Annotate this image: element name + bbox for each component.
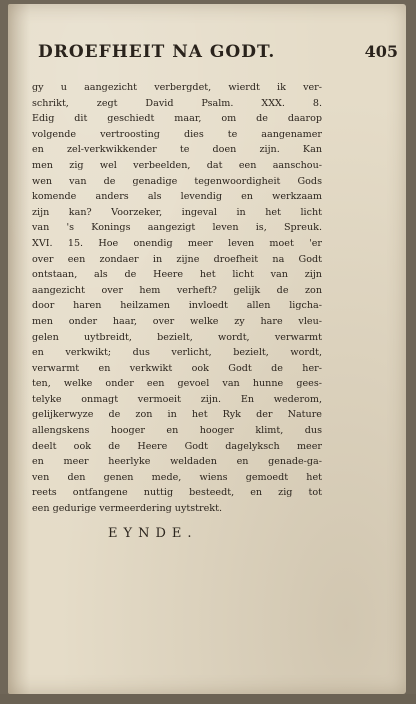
text-line: reets ontfangene nuttig besteedt, en zig tot	[32, 487, 322, 499]
text-line: men onder haar, over welke zy hare vleu-	[32, 315, 322, 327]
text-line: door haren heilzamen invloedt allen ligcha-	[32, 300, 322, 312]
text-line: gelijkerwyze de zon in het Ryk der Nature	[32, 409, 322, 421]
text-line: XVI. 15. Hoe onendig meer leven moet 'er	[32, 237, 322, 249]
text-line: telyke onmagt vermoeit zijn. En wederom,	[32, 393, 322, 405]
text-line: men zig wel verbeelden, dat een aanschou-	[32, 159, 322, 171]
text-line: gy u aangezicht verbergdet, wierdt ik ver-	[32, 82, 322, 93]
text-line: komende anders als levendig en werkzaam	[32, 191, 322, 203]
page-gutter-shadow	[8, 4, 30, 694]
text-line: en meer heerlyke weldaden en genade-ga-	[32, 456, 322, 468]
colophon-end-mark: EYNDE.	[108, 526, 198, 541]
page-header	[38, 42, 398, 62]
text-line: Edig dit geschiedt maar, om de daarop	[32, 113, 322, 125]
background-surface	[0, 694, 416, 704]
text-line: allengskens hooger en hooger klimt, dus	[32, 425, 322, 437]
text-line: zijn kan? Voorzeker, ingeval in het licht	[32, 206, 322, 218]
text-line: en verkwikt; dus verlicht, bezielt, wordt,	[32, 347, 322, 359]
text-line: gelen uytbreidt, bezielt, wordt, verwarmt	[32, 331, 322, 343]
text-line: volgende vertroosting dies te aangenamer	[32, 128, 322, 140]
text-line: en zel-verkwikkender te doen zijn. Kan	[32, 144, 322, 156]
body-text	[32, 80, 322, 517]
text-line: verwarmt en verkwikt ook Godt de her-	[32, 362, 322, 374]
text-line: deelt ook de Heere Godt dagelyksch meer	[32, 440, 322, 452]
text-line: wen van de genadige tegenwoordigheit Gods	[32, 175, 322, 187]
page-number: 405	[364, 42, 398, 61]
text-line: over een zondaer in zijne droefheit na Godt	[32, 253, 322, 265]
text-line: aangezicht over hem verheft? gelijk de zon	[32, 284, 322, 296]
text-line: ontstaan, als de Heere het licht van zijn	[32, 269, 322, 281]
text-line: ven den genen mede, wiens gemoedt het	[32, 471, 322, 483]
text-line: schrikt, zegt David Psalm. XXX. 8.	[32, 97, 322, 109]
text-line: ten, welke onder een gevoel van hunne gees-	[32, 378, 322, 390]
running-head: DROEFHEIT NA GODT.	[38, 42, 276, 62]
text-line: van 's Konings aangezigt leven is, Spreuk.	[32, 222, 322, 234]
book-page	[8, 4, 406, 694]
text-line: een gedurige vermeerdering uytstrekt.	[32, 503, 223, 515]
